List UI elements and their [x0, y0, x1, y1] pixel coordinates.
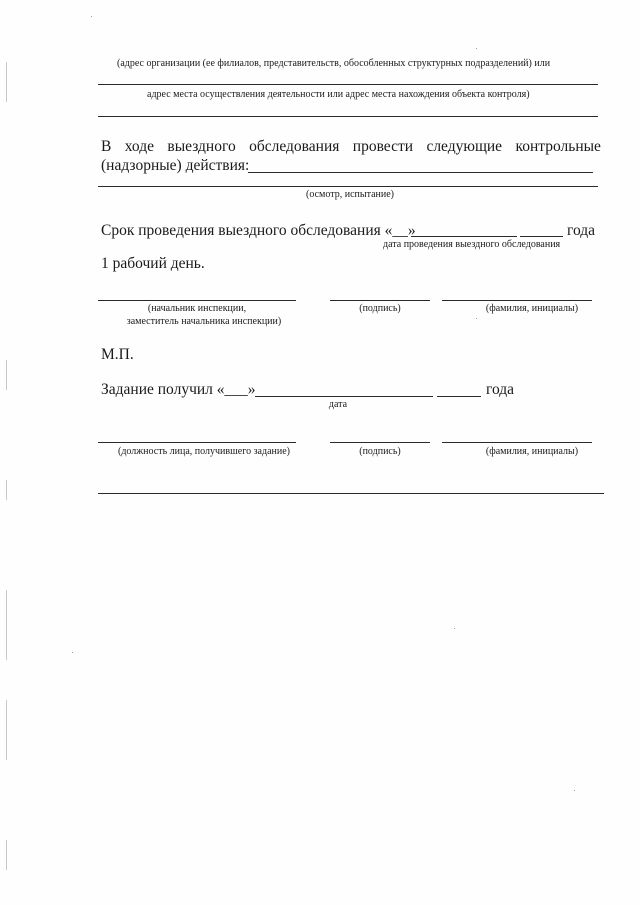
seal-label: М.П.: [101, 346, 134, 363]
received-year-line[interactable]: [437, 396, 481, 397]
inspector-name-line[interactable]: [442, 300, 592, 301]
actions-fill-line[interactable]: [248, 172, 593, 173]
caption-term-date: дата проведения выездного обследования: [383, 239, 561, 250]
caption-recipient-position: (должность лица, получившего задание): [118, 446, 290, 457]
inspector-signature-line[interactable]: [330, 300, 430, 301]
actions-word: ходе: [124, 138, 154, 155]
address-line: [98, 84, 598, 85]
caption-organization-address: (адрес организации (ее филиалов, представительств, обособленных структурных подразделений) или: [117, 58, 551, 69]
scan-speck: [476, 318, 477, 319]
term-text: Срок проведения выездного обследования «__»: [101, 222, 416, 239]
recipient-signature-line[interactable]: [330, 442, 430, 443]
caption-inspector-signature: (подпись): [359, 303, 401, 314]
actions-word: следующие: [426, 138, 503, 155]
closing-line: [98, 493, 604, 494]
term-date-line[interactable]: [411, 236, 517, 237]
caption-activity-address: адрес места осуществления деятельности или адрес места нахождения объекта контроля): [147, 89, 530, 100]
scan-edge-mark: [6, 360, 7, 390]
received-date-line[interactable]: [255, 396, 433, 397]
caption-recipient-name: (фамилия, инициалы): [485, 446, 579, 457]
actions-word: контрольные: [515, 138, 601, 155]
scan-edge-mark: [6, 840, 7, 870]
scan-speck: [574, 790, 575, 791]
recipient-name-line[interactable]: [442, 442, 592, 443]
scan-edge-mark: [6, 590, 7, 660]
actions-word: провести: [352, 138, 414, 155]
actions-word: выездного: [167, 138, 236, 155]
actions-word: обследования: [249, 138, 340, 155]
scan-edge-mark: [6, 700, 7, 760]
actions-fill-line-2[interactable]: [98, 186, 598, 187]
caption-inspector-name: (фамилия, инициалы): [485, 303, 579, 314]
recipient-position-line[interactable]: [98, 442, 296, 443]
caption-received-date: дата: [328, 399, 348, 410]
scan-speck: [91, 16, 92, 17]
term-duration: 1 рабочий день.: [101, 255, 205, 272]
received-text: Задание получил «___»: [101, 381, 256, 398]
scan-speck: [72, 652, 73, 653]
inspector-position-line[interactable]: [98, 300, 296, 301]
term-year-line[interactable]: [520, 236, 563, 237]
received-year-word: года: [486, 381, 515, 398]
term-year-word: года: [567, 222, 596, 239]
address-line-2: [98, 116, 598, 117]
scan-edge-mark: [6, 62, 7, 102]
caption-inspector-position-1: (начальник инспекции,: [147, 303, 247, 314]
caption-recipient-signature: (подпись): [359, 446, 401, 457]
caption-inspector-position-2: заместитель начальника инспекции): [126, 316, 282, 327]
caption-actions: (осмотр, испытание): [306, 189, 394, 200]
actions-sentence-line2: (надзорные) действия:: [101, 157, 250, 174]
actions-word: В: [101, 138, 112, 155]
actions-sentence-line1: [101, 137, 601, 156]
scan-edge-mark: [6, 480, 7, 500]
scan-speck: [476, 48, 477, 49]
scan-speck: [454, 628, 455, 629]
